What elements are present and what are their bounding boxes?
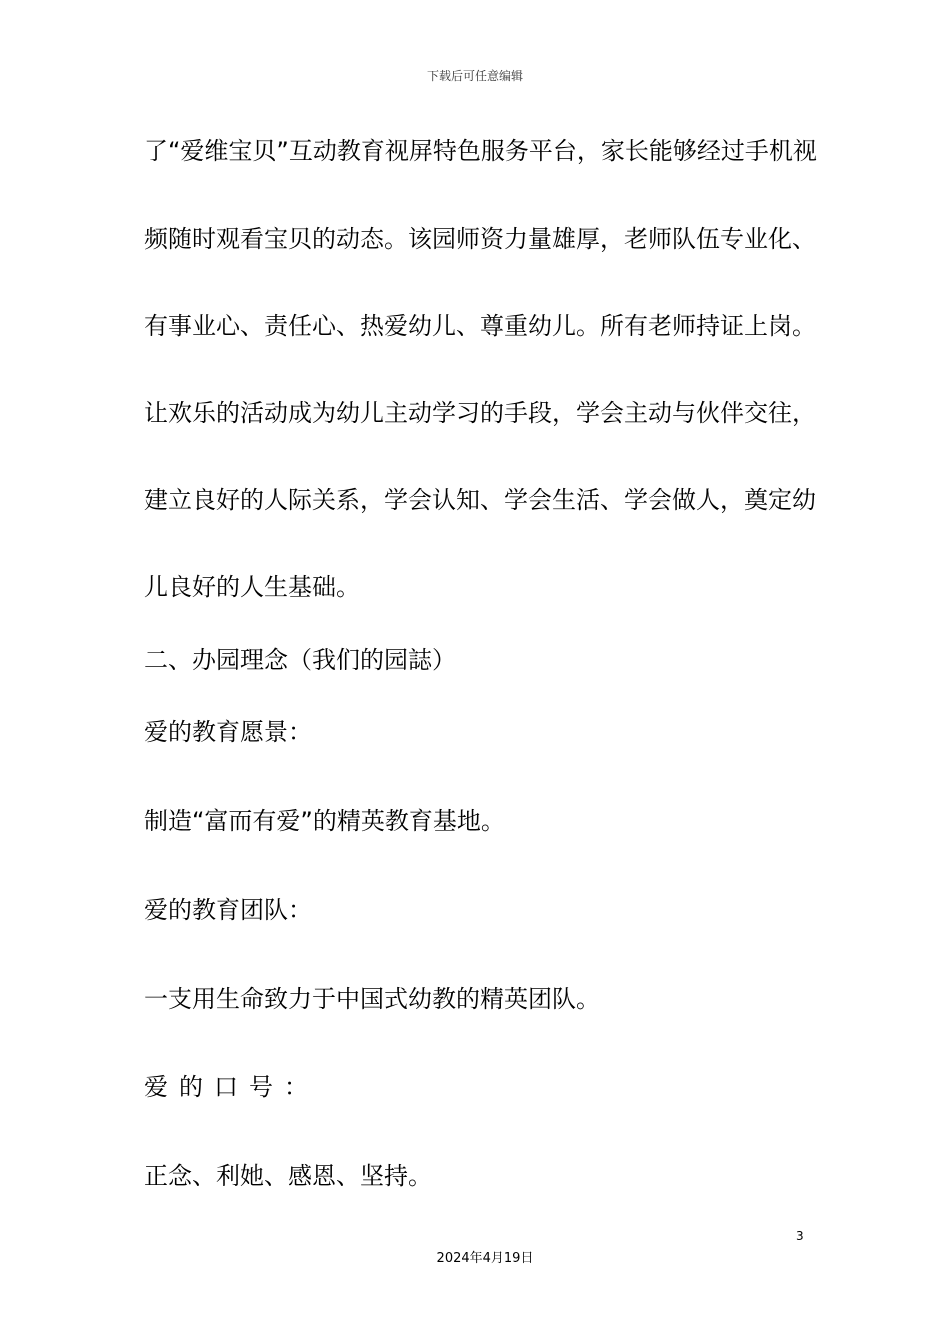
download-note: 下载后可任意编辑: [426, 69, 523, 83]
body-line-2: 频随时观看宝贝的动态。该园师资力量雄厚，老师队伍专业化、: [144, 225, 816, 253]
team-label: 爱的教育团队：: [144, 896, 312, 924]
body-line-4: 让欢乐的活动成为幼儿主动学习的手段，学会主动与伙伴交往，: [144, 399, 816, 427]
page-number: 3: [796, 1229, 804, 1243]
body-line-6: 儿良好的人生基础。: [144, 573, 360, 601]
vision-label: 爱的教育愿景：: [144, 718, 312, 746]
footer-date: 2024年4月19日: [436, 1251, 534, 1266]
slogan-text: 正念、利她、感恩、坚持。: [144, 1162, 432, 1190]
team-text: 一支用生命致力于中国式幼教的精英团队。: [144, 985, 600, 1013]
body-line-1: 了“爱维宝贝”互动教育视屏特色服务平台，家长能够经过手机视: [144, 137, 817, 165]
vision-text: 制造“富而有爱”的精英教育基地。: [144, 807, 505, 835]
slogan-label: 爱的口号：: [144, 1073, 319, 1101]
section-heading: 二、办园理念（我们的园誌）: [144, 646, 456, 674]
body-line-3: 有事业心、责任心、热爱幼儿、尊重幼儿。所有老师持证上岗。: [144, 312, 816, 340]
body-line-5: 建立良好的人际关系，学会认知、学会生活、学会做人，奠定幼: [144, 486, 816, 514]
